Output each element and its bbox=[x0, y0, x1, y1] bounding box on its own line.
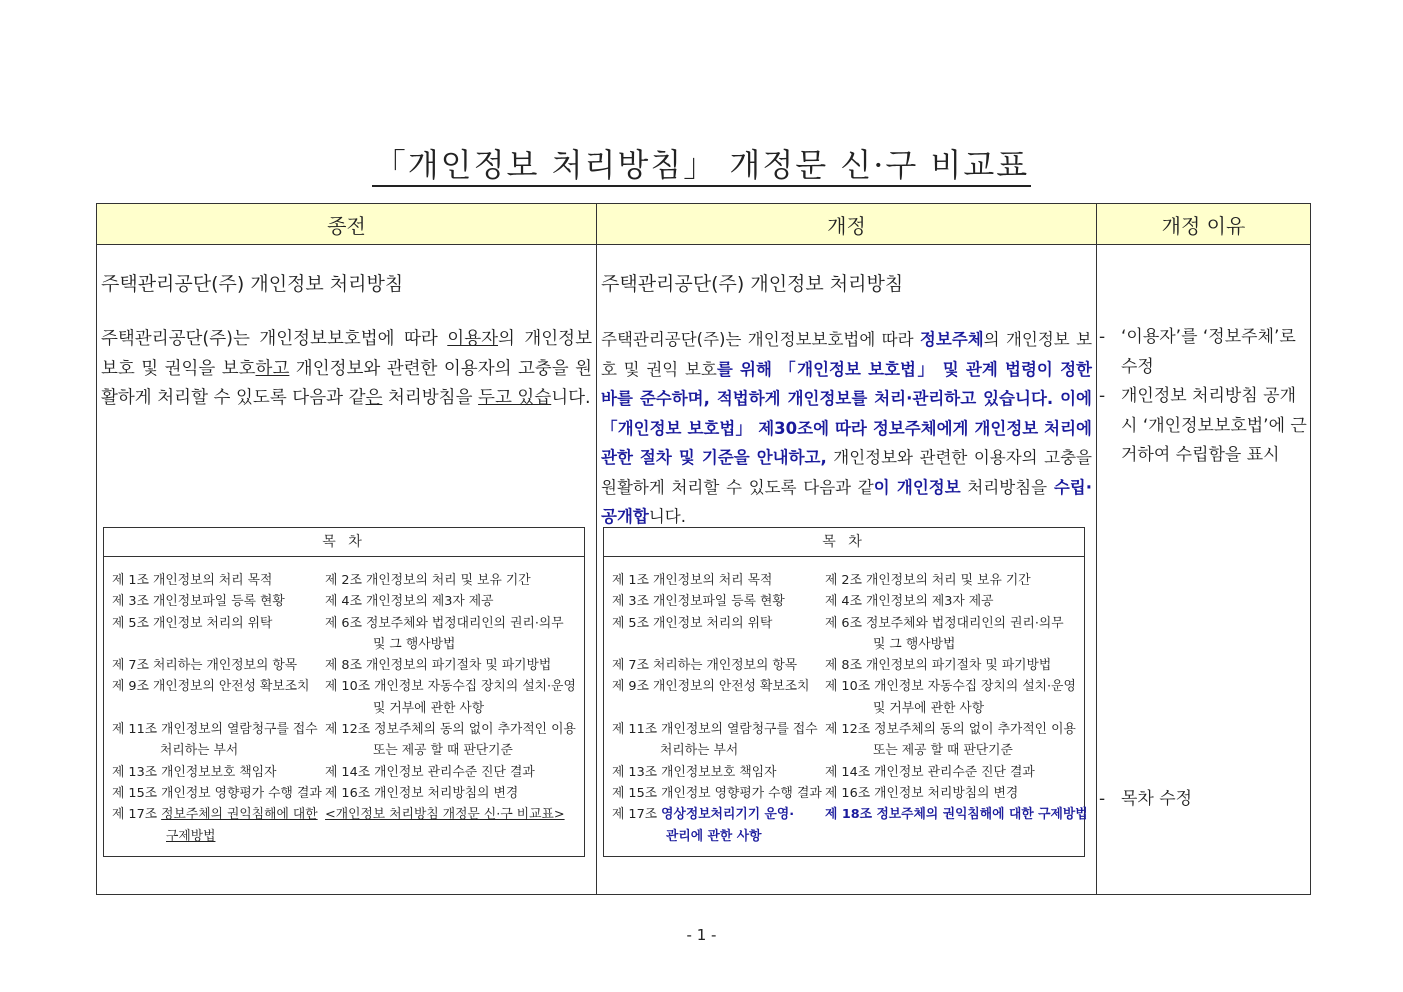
reason-text: 개인정보 처리방침 공개시 ‘개인정보보호법’에 근거하여 수립함을 표시 bbox=[1121, 386, 1307, 465]
toc-right: 제 10조 개인정보 자동수집 장치의 설치·운영 bbox=[325, 679, 576, 695]
toc-right: 제 12조 정보주체의 동의 없이 추가적인 이용 bbox=[825, 722, 1076, 738]
toc-right: 제 14조 개인정보 관리수준 진단 결과 bbox=[325, 764, 535, 780]
old-column bbox=[97, 245, 597, 895]
toc-left: 정보주체의 권익침해에 대한 bbox=[161, 807, 318, 823]
toc-right: 제 8조 개인정보의 파기절차 및 파기방법 bbox=[825, 658, 1052, 674]
old-text-8: 두고 있습 bbox=[478, 388, 552, 408]
old-toc-box bbox=[103, 527, 585, 857]
toc-left-cont: 처리하는 부서 bbox=[660, 743, 739, 759]
toc-right: 제 6조 정보주체와 법정대리인의 권리·의무 bbox=[325, 615, 564, 631]
new-text-3: 의 개인정보 보호 및 권익 보호 bbox=[601, 330, 1093, 379]
old-policy-title: 주택관리공단(주) 개인정보 처리방침 bbox=[101, 273, 404, 295]
toc-left: 영상정보처리기기 운영· bbox=[661, 807, 795, 823]
header-row bbox=[97, 204, 1311, 245]
toc-left: 제 9조 개인정보의 안전성 확보조치 bbox=[112, 679, 310, 695]
reason-column bbox=[1097, 245, 1311, 895]
toc-row bbox=[612, 762, 1080, 783]
new-text-2: 정보주체 bbox=[919, 330, 984, 349]
reason-dash: - bbox=[1099, 386, 1106, 406]
toc-left: 제 13조 개인정보보호 책임자 bbox=[112, 764, 277, 780]
toc-right-cont: 및 그 행사방법 bbox=[873, 636, 956, 652]
toc-right: 제 2조 개인정보의 처리 및 보유 기간 bbox=[825, 573, 1031, 588]
toc-right: 제 8조 개인정보의 파기절차 및 파기방법 bbox=[325, 658, 552, 674]
toc-row bbox=[112, 676, 580, 719]
document-title-wrap bbox=[0, 140, 1403, 186]
toc-row bbox=[612, 655, 1080, 676]
toc-left: 제 1조 개인정보의 처리 목적 bbox=[612, 573, 773, 588]
toc-left: 제 15조 개인정보 영향평가 수행 결과 bbox=[112, 785, 322, 801]
page-number: - 1 - bbox=[686, 926, 717, 944]
toc-row bbox=[112, 655, 580, 676]
toc-row bbox=[612, 676, 1080, 719]
old-toc-grid bbox=[112, 570, 580, 847]
toc-left: 제 13조 개인정보보호 책임자 bbox=[612, 764, 777, 780]
toc-row bbox=[112, 783, 580, 804]
toc-right: 제 18조 정보주체의 권익침해에 대한 구제방법 bbox=[825, 807, 1088, 823]
toc-right: 제 2조 개인정보의 처리 및 보유 기간 bbox=[325, 573, 531, 588]
toc-left: 제 7조 처리하는 개인정보의 항목 bbox=[612, 658, 798, 674]
old-text-4: 하고 bbox=[255, 358, 290, 379]
new-policy-title: 주택관리공단(주) 개인정보 처리방침 bbox=[601, 273, 904, 295]
old-paragraph bbox=[101, 325, 592, 414]
new-toc-box bbox=[603, 527, 1088, 857]
toc-left: 제 9조 개인정보의 안전성 확보조치 bbox=[612, 679, 810, 695]
new-text-4: 를 위해 「개인정보 보호법」 및 관계 법령이 정한 바를 준수하며, 적법하게 개인정보를 처리·관리하고 있습니다. 이에 「개인정보 보호법」 제30조에 따라 정보주체에게 개인정보 처리에 관한 절차 및 기준을 안내하고, bbox=[601, 359, 1092, 467]
old-text-6: 은 bbox=[365, 388, 383, 408]
new-text-6: 이 개인정보 bbox=[873, 477, 961, 497]
toc-row bbox=[112, 762, 580, 783]
toc-left-cont: 구제방법 bbox=[166, 828, 216, 844]
old-toc-heading: 목 차 bbox=[104, 528, 584, 557]
toc-left: 제 7조 처리하는 개인정보의 항목 bbox=[112, 658, 298, 674]
toc-right-cont: 및 거부에 관한 사항 bbox=[373, 700, 485, 716]
new-text-9: 니다. bbox=[648, 507, 686, 526]
toc-right: 제 4조 개인정보의 제3자 제공 bbox=[325, 594, 494, 610]
toc-right: 제 12조 정보주체의 동의 없이 추가적인 이용 bbox=[325, 722, 576, 738]
toc-right: 제 14조 개인정보 관리수준 진단 결과 bbox=[825, 764, 1035, 780]
reason-item bbox=[1099, 382, 1308, 471]
toc-row bbox=[612, 591, 1080, 612]
toc-row bbox=[612, 613, 1080, 656]
new-toc-heading: 목 차 bbox=[604, 528, 1084, 557]
toc-row bbox=[112, 613, 580, 656]
toc-right: <개인정보 처리방침 개정문 신·구 비교표> bbox=[325, 807, 565, 823]
toc-row bbox=[112, 591, 580, 612]
toc-left: 제 3조 개인정보파일 등록 현황 bbox=[612, 594, 785, 610]
toc-row bbox=[112, 570, 580, 591]
toc-right: 제 6조 정보주체와 법정대리인의 권리·의무 bbox=[825, 615, 1064, 631]
header-old: 종전 bbox=[97, 204, 597, 245]
toc-left-cont: 관리에 관한 사항 bbox=[666, 828, 762, 844]
old-text-1: 주택관리공단(주)는 개인정보보호법에 따라 bbox=[101, 329, 448, 349]
toc-left: 제 1조 개인정보의 처리 목적 bbox=[112, 573, 273, 588]
toc-row bbox=[612, 719, 1080, 762]
new-text-1: 주택관리공단(주)는 개인정보보호법에 따라 bbox=[601, 330, 920, 349]
toc-left: 제 11조 개인정보의 열람청구를 접수 bbox=[112, 722, 318, 738]
toc-left: 제 11조 개인정보의 열람청구를 접수 bbox=[612, 722, 818, 738]
document-title: 「개인정보 처리방침」 개정문 신·구 비교표 bbox=[372, 146, 1031, 187]
toc-left: 제 3조 개인정보파일 등록 현황 bbox=[112, 594, 285, 610]
toc-right-cont: 또는 제공 할 때 판단기준 bbox=[373, 743, 513, 759]
reason-dash: - bbox=[1099, 327, 1106, 347]
toc-right-cont: 또는 제공 할 때 판단기준 bbox=[873, 743, 1013, 759]
toc-left: 제 5조 개인정보 처리의 위탁 bbox=[112, 615, 273, 631]
new-column bbox=[597, 245, 1097, 895]
old-text-2: 이용자 bbox=[447, 329, 499, 349]
new-text-8: 수립·공개합 bbox=[601, 477, 1093, 526]
toc-left: 제 5조 개인정보 처리의 위탁 bbox=[612, 615, 773, 631]
old-text-3: 의 개인정보보호 및 권익을 보호 bbox=[101, 329, 592, 379]
new-paragraph bbox=[601, 325, 1092, 532]
toc-row bbox=[112, 719, 580, 762]
toc-row bbox=[612, 570, 1080, 591]
content-row bbox=[97, 245, 1311, 895]
toc-left-cont: 처리하는 부서 bbox=[160, 743, 239, 759]
header-reason: 개정 이유 bbox=[1097, 204, 1311, 245]
reason-item bbox=[1099, 323, 1308, 382]
toc-left: 제 15조 개인정보 영향평가 수행 결과 bbox=[612, 785, 822, 801]
reason-item bbox=[1099, 785, 1308, 815]
new-text-7: 처리방침을 bbox=[960, 477, 1054, 497]
toc-right: 제 16조 개인정보 처리방침의 변경 bbox=[325, 785, 519, 801]
toc-row bbox=[612, 804, 1088, 847]
comparison-table bbox=[96, 203, 1311, 895]
toc-left-prefix: 제 17조 bbox=[612, 807, 662, 823]
toc-right-cont: 및 그 행사방법 bbox=[373, 636, 456, 652]
toc-row bbox=[112, 804, 580, 847]
toc-right: 제 10조 개인정보 자동수집 장치의 설치·운영 bbox=[825, 679, 1076, 695]
new-text-5: 개인정보와 관련한 이용자의 고충을 원활하게 처리할 수 있도록 다음과 같 bbox=[601, 448, 1092, 497]
reason-text: ‘이용자’를 ‘정보주체’로 수정 bbox=[1121, 327, 1296, 377]
old-text-7: 처리방침을 bbox=[382, 388, 479, 408]
toc-right: 제 4조 개인정보의 제3자 제공 bbox=[825, 594, 994, 610]
reason-text: 목차 수정 bbox=[1121, 789, 1193, 809]
reason-dash: - bbox=[1099, 789, 1106, 809]
old-text-9: 니다. bbox=[551, 388, 591, 408]
toc-right-cont: 및 거부에 관한 사항 bbox=[873, 700, 985, 716]
toc-right: 제 16조 개인정보 처리방침의 변경 bbox=[825, 785, 1019, 801]
header-new: 개정 bbox=[597, 204, 1097, 245]
new-toc-grid bbox=[612, 570, 1088, 847]
old-text-5: 개인정보와 관련한 이용자의 고충을 원활하게 처리할 수 있도록 다음과 같 bbox=[101, 358, 592, 408]
toc-left-prefix: 제 17조 bbox=[112, 807, 162, 823]
toc-row bbox=[612, 783, 1080, 804]
